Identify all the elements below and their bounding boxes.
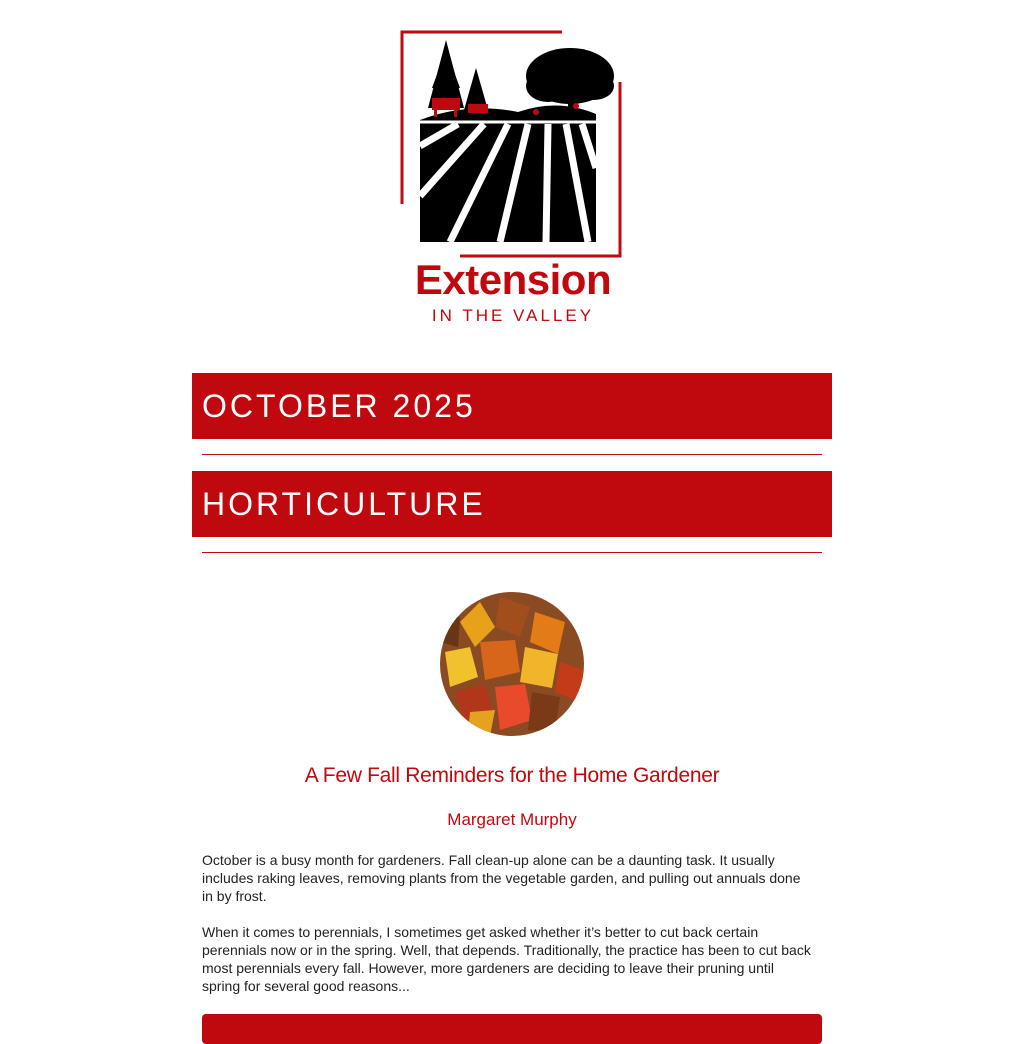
month-banner: OCTOBER 2025 <box>192 373 832 439</box>
divider <box>202 552 822 553</box>
fall-leaves-image[interactable] <box>440 592 584 736</box>
brand-title: Extension <box>414 256 612 303</box>
article-author: Margaret Murphy <box>447 810 577 829</box>
article-paragraph: When it comes to perennials, I sometimes get asked whether it’s better to cut back certain perennials now or in the spring. Well, that depends. Traditionally, the practice has been to cut back most perennials every fall. However, more gardeners are deciding to leave their pruning until spring for several good reasons... <box>202 924 811 994</box>
section-banner: HORTICULTURE <box>192 471 832 537</box>
article-title[interactable]: A Few Fall Reminders for the Home Gardener <box>304 764 720 787</box>
read-more-button[interactable] <box>202 1014 822 1044</box>
article-paragraph: October is a busy month for gardeners. Fall clean-up alone can be a daunting task. It usually includes raking leaves, removing plants from the vegetable garden, and pulling out annuals done in by frost. <box>202 852 801 904</box>
brand-logo[interactable] <box>398 28 628 328</box>
farm-field-logo-icon <box>398 28 628 260</box>
divider <box>202 454 822 455</box>
brand-subtitle: IN THE VALLEY <box>431 306 595 325</box>
autumn-leaves-icon <box>440 592 584 736</box>
